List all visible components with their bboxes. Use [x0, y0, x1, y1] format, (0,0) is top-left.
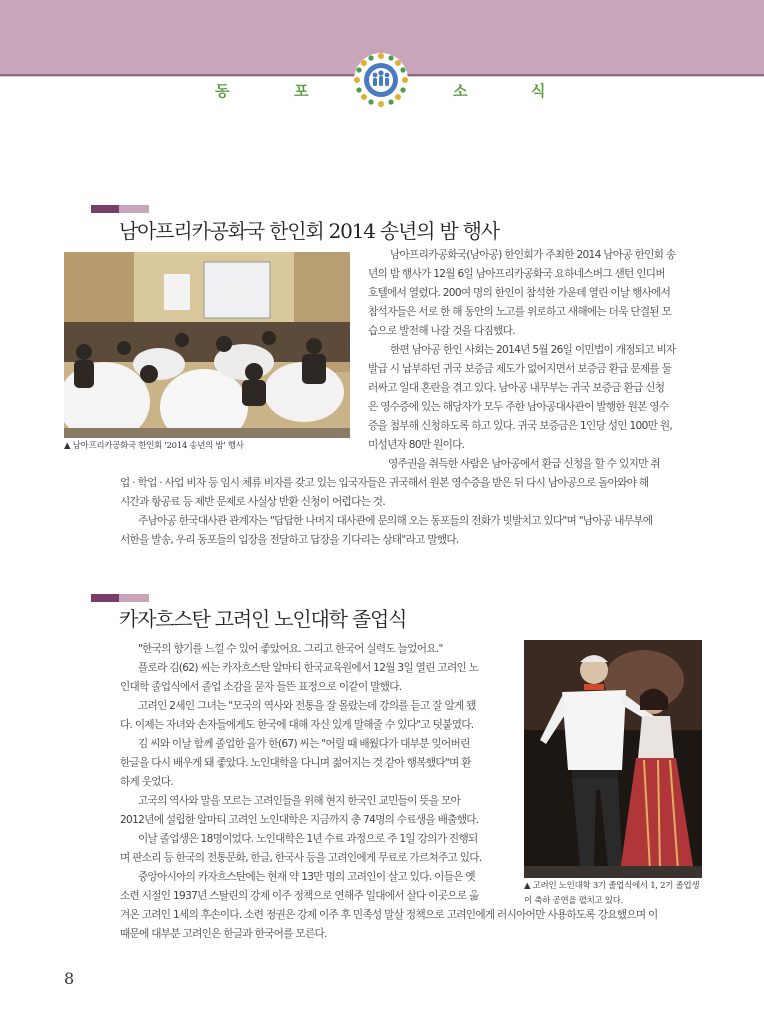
body-line: 업 · 학업 · 사업 비자 등 임시 체류 비자를 갖고 있는 입국자들은 귀국해서 원본 영수증을 받은 뒤 다시 남아공으로 돌아와야 해	[120, 477, 649, 489]
body-line: "한국의 향기를 느낄 수 있어 좋았어요. 그리고 한국어 실력도 늘었어요."	[138, 643, 443, 655]
body-line: 영주권을 취득한 사람은 남아공에서 환급 신청을 할 수 있지만 취	[388, 458, 660, 470]
body-line: 발급 시 납부하던 귀국 보증금 제도가 없어지면서 보증금 환급 문제를 둘	[368, 363, 672, 375]
body-line: 하게 웃었다.	[120, 776, 174, 788]
article-1-body-narrow	[368, 246, 702, 455]
body-line: 한글을 다시 배우게 돼 좋았다. 노인대학을 다니며 젊어지는 것 같아 행복했다"며 환	[120, 757, 471, 769]
body-line: 습으로 발전해 나갈 것을 다짐했다.	[368, 325, 515, 337]
body-line: 고국의 역사와 말을 모르는 고려인들을 위해 현지 한국인 교민들이 뜻을 모아	[138, 795, 461, 807]
title-accent-bar-dark	[91, 594, 119, 602]
body-line: 러싸고 일대 혼란을 겪고 있다. 남아공 내무부는 귀국 보증금 환급 신청	[368, 382, 665, 394]
section-title-char-2: 포	[294, 82, 309, 100]
article-1-body-wide	[120, 455, 702, 550]
body-line: 겨온 고려인 1세의 후손이다. 소련 정권은 강제 이주 후 민족성 말살 정책으로 고려인에게 러시아어만 사용하도록 강요했으며 이	[120, 909, 658, 921]
body-line: 김 씨와 이날 함께 졸업한 올가 한(67) 씨는 "어릴 때 배웠다가 대부분 잊어버린	[138, 738, 470, 750]
page-number: 8	[64, 969, 75, 988]
body-line: 호텔에서 열렸다. 200여 명의 한인이 참석한 가운데 열린 이날 행사에서	[368, 287, 671, 299]
body-line: 증을 첨부해 신청하도록 하고 있다. 귀국 보증금은 1인당 성인 100만 원,	[368, 420, 673, 432]
body-line: 미성년자 80만 원이다.	[368, 439, 465, 451]
article-2-title: 카자흐스탄 고려인 노인대학 졸업식	[119, 607, 407, 631]
body-line: 소련 시절인 1937년 스탈린의 강제 이주 정책으로 연해주 일대에서 살다 이곳으로 옮	[120, 890, 479, 902]
article-1-title: 남아프리카공화국 한인회 2014 송년의 밤 행사	[119, 219, 499, 243]
title-accent-bar-light	[119, 594, 149, 602]
section-title-char-1: 동	[215, 82, 230, 100]
title-accent-bar-light	[119, 205, 149, 213]
section-title-char-3: 소	[453, 82, 468, 100]
article-2-photo-caption: ▲ 고려인 노인대학 3기 졸업식에서 1, 2기 졸업생이 축하 공연을 펼치고 있다.	[524, 881, 700, 906]
body-line: 남아프리카공화국(남아공) 한인회가 주최한 2014 남아공 한인회 송	[390, 249, 676, 261]
title-accent-bar-dark	[91, 205, 119, 213]
body-line: 다. 이제는 자녀와 손자들에게도 한국에 대해 자신 있게 말해줄 수 있다"고 덧붙였다.	[120, 719, 474, 731]
body-line: 2012년에 설립한 알마티 고려인 노인대학은 지금까지 총 74명의 수료생을 배출했다.	[120, 814, 479, 826]
body-line: 참석자들은 서로 한 해 동안의 노고를 위로하고 새해에는 더욱 단결된 모	[368, 306, 672, 318]
article-1-photo-caption: ▲ 남아프리카공화국 한인회 '2014 송년의 밤' 행사	[64, 441, 244, 451]
body-line: 이날 졸업생은 18명이었다. 노인대학은 1년 수료 과정으로 주 1일 강의가 진행되	[138, 833, 478, 845]
body-line: 며 판소리 등 한국의 전통문화, 한글, 한국사 등을 고려인에게 무료로 가르쳐주고 있다.	[120, 852, 482, 864]
body-line: 플로라 김(62) 씨는 카자흐스탄 알마티 한국교육원에서 12월 3일 열린 고려인 노	[138, 662, 479, 674]
article-2-body-narrow	[120, 640, 510, 868]
body-line: 고려인 2세인 그녀는 "모국의 역사와 전통을 잘 몰랐는데 강의를 듣고 잘 알게 됐	[138, 700, 476, 712]
body-line: 서한을 발송, 우리 동포들의 입장을 전달하고 답장을 기다리는 상태"라고 말했다.	[120, 534, 459, 546]
korean-association-emblem-icon	[353, 52, 409, 108]
year-end-party-photo	[64, 252, 350, 438]
body-line: 때문에 대부분 고려인은 한글과 한국어를 모른다.	[120, 928, 327, 940]
body-line: 년의 밤 행사가 12월 6일 남아프리카공화국 요하네스버그 샌턴 인디버	[368, 268, 665, 280]
article-2-body-wide	[120, 868, 702, 944]
graduation-dance-photo	[524, 640, 702, 878]
section-title-char-4: 식	[531, 82, 546, 100]
body-line: 한편 남아공 한인 사회는 2014년 5월 26일 이민법이 개정되고 비자	[390, 344, 676, 356]
body-line: 중앙아시아의 카자흐스탄에는 현재 약 13만 명의 고려인이 살고 있다. 이들은 옛	[138, 871, 475, 883]
body-line: 주남아공 한국대사관 관계자는 "답답한 나머지 대사관에 문의해 오는 동포들의 전화가 빗발치고 있다"며 "남아공 내무부에	[138, 515, 653, 527]
body-line: 은 영수증에 있는 해당자가 모두 주한 남아공대사관이 발행한 원본 영수	[368, 401, 669, 413]
body-line: 인대학 졸업식에서 졸업 소감을 묻자 들뜬 표정으로 이같이 말했다.	[120, 681, 402, 693]
body-line: 시간과 항공료 등 제반 문제로 사실상 반환 신청이 어렵다는 것.	[120, 496, 386, 508]
